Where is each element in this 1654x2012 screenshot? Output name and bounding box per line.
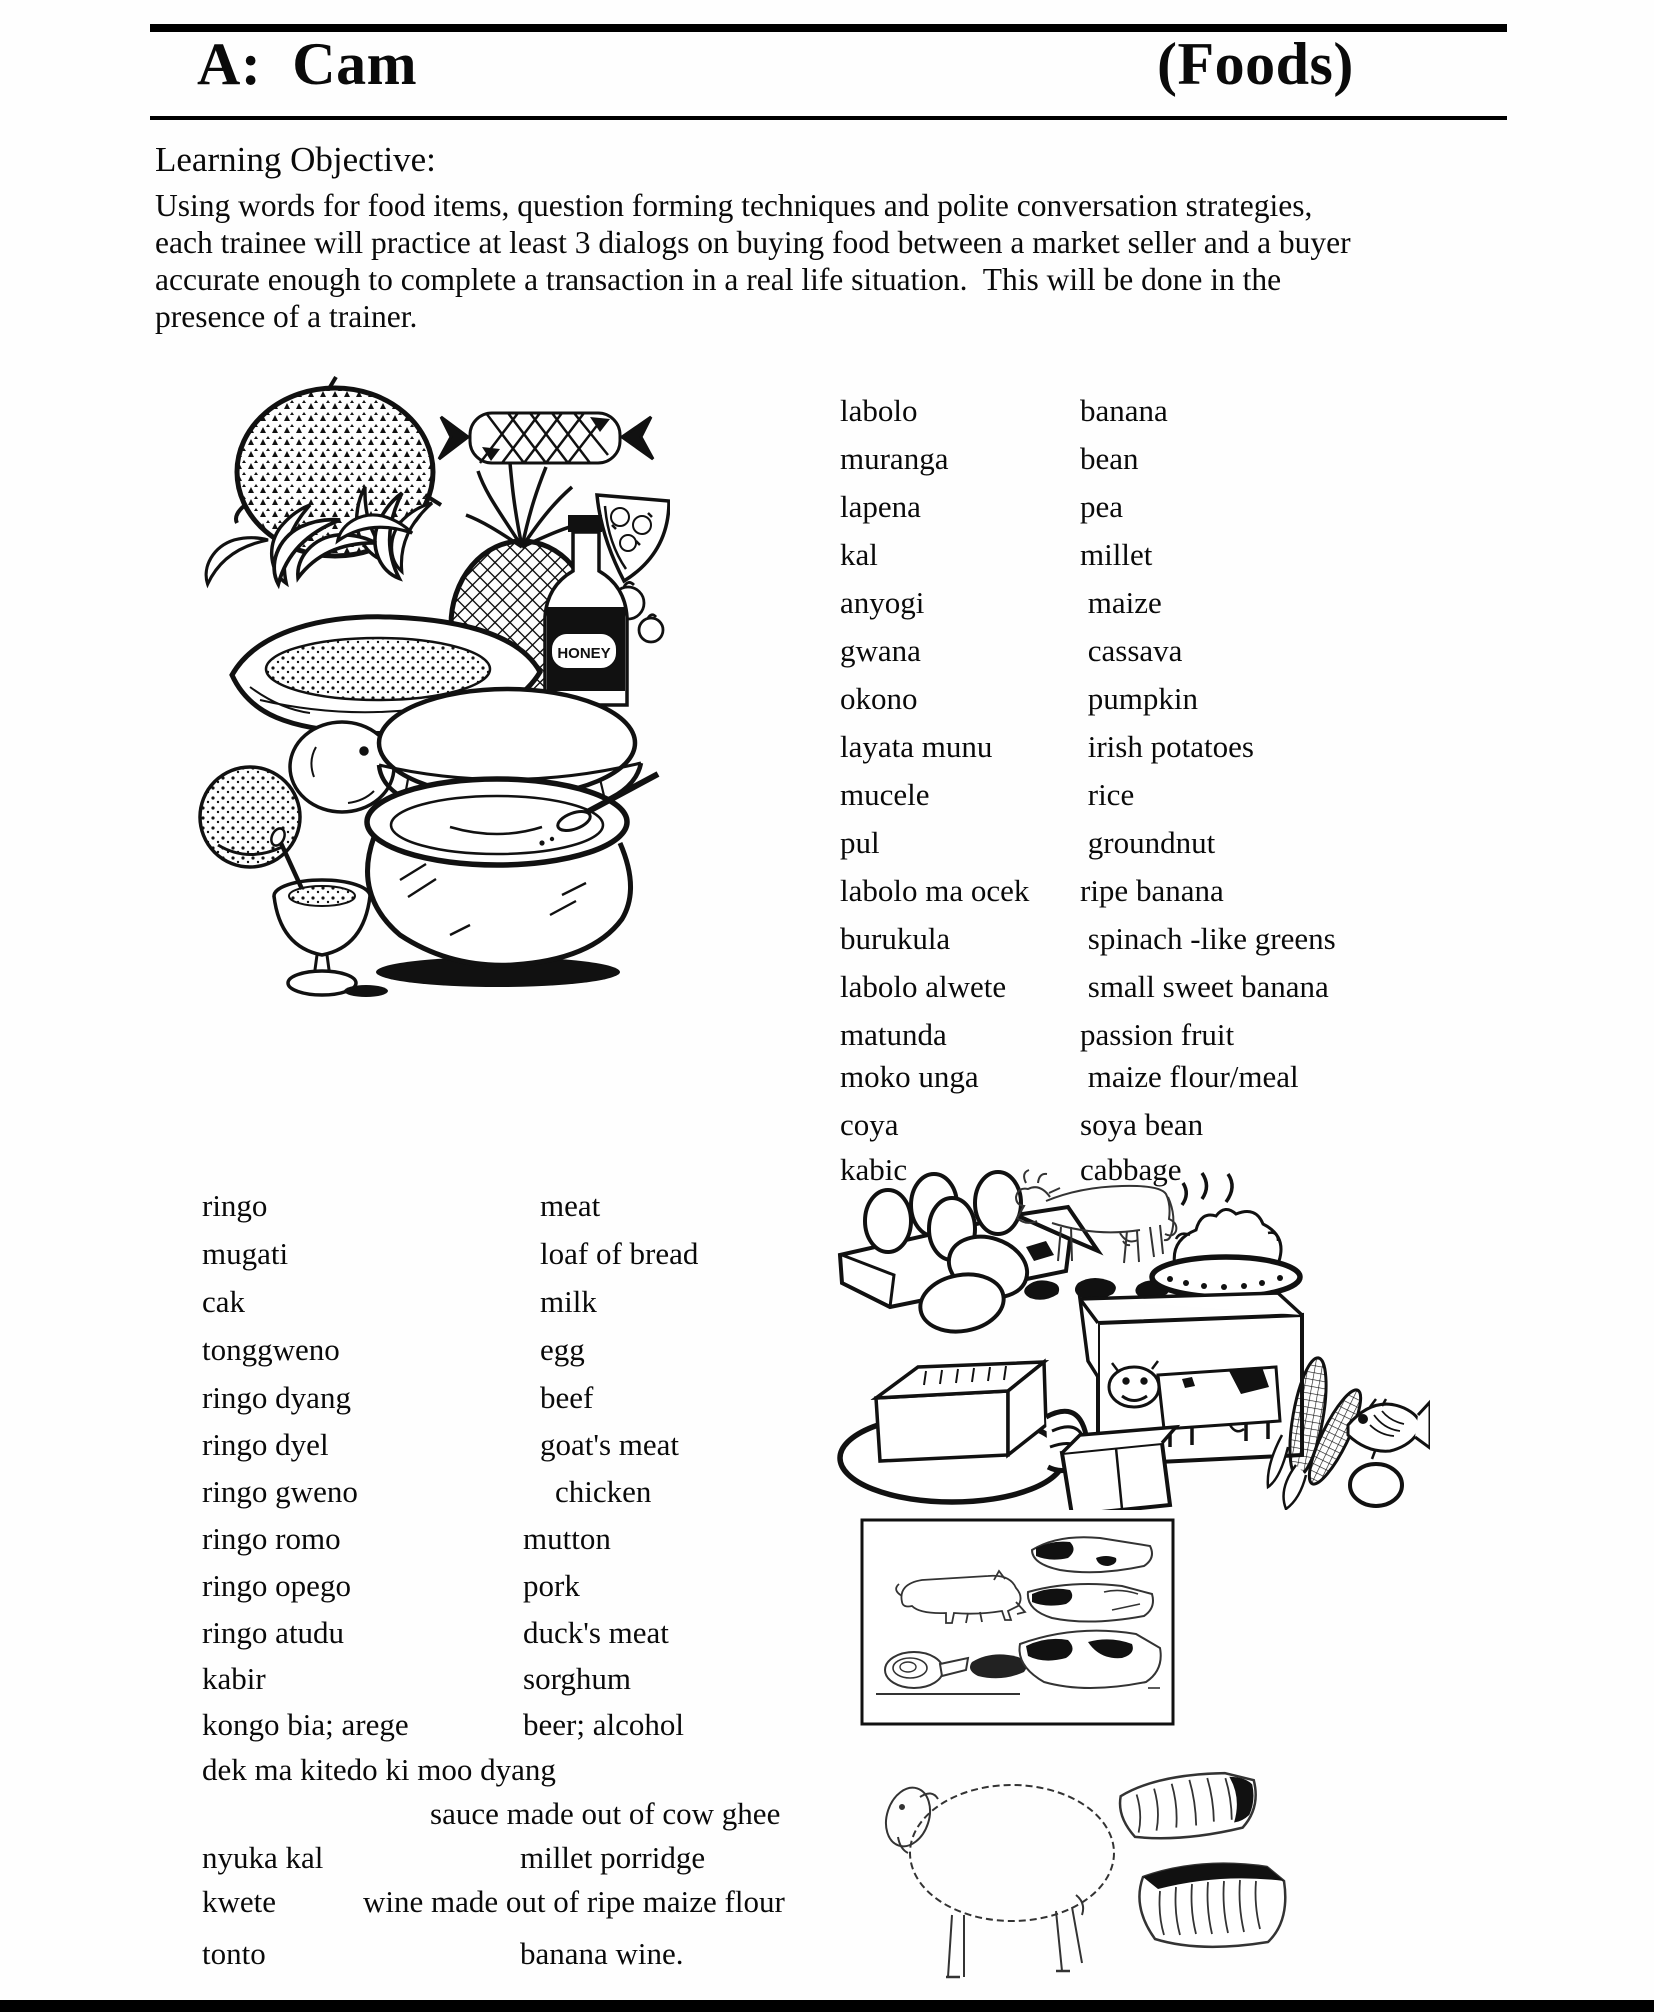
vocab-translation: rice: [1080, 777, 1135, 812]
vocab-translation: loaf of bread: [540, 1236, 699, 1271]
vocab-translation: maize: [1080, 585, 1162, 620]
vocab-translation: meat: [540, 1188, 601, 1223]
page-title: A: Cam: [197, 31, 418, 97]
vocab-term: pul: [840, 825, 880, 860]
objective-line: Using words for food items, question forming techniques and polite conversation strategies,: [155, 188, 1313, 223]
vocab-term: ringo dyang: [202, 1380, 351, 1415]
vocab-translation: mutton: [523, 1521, 611, 1556]
vocab-row: [202, 1236, 698, 1272]
vocab-term: kal: [840, 537, 878, 572]
vocab-term: coya: [840, 1107, 899, 1142]
vocab-translation: irish potatoes: [1080, 729, 1254, 764]
cooking-pot-icon: [367, 774, 658, 987]
vocab-row: [840, 489, 1123, 525]
vocab-translation: cabbage: [1080, 1152, 1182, 1187]
vocab-translation: beer; alcohol: [523, 1707, 684, 1742]
vocab-term: muranga: [840, 441, 949, 476]
vocab-row: [840, 585, 1162, 621]
vocab-translation: spinach -like greens: [1080, 921, 1336, 956]
vocab-term: ringo atudu: [202, 1615, 345, 1650]
vocab-term: ringo dyel: [202, 1427, 329, 1462]
vocab-translation: soya bean: [1080, 1107, 1204, 1142]
vocab-row: [840, 777, 1134, 813]
vocab-term: nyuka kal: [202, 1840, 324, 1875]
vocab-translation: wine made out of ripe maize flour: [363, 1884, 785, 1919]
vocab-term: ringo opego: [202, 1568, 351, 1603]
vocab-translation: millet porridge: [520, 1840, 706, 1875]
vocab-row: [840, 825, 1215, 861]
vocab-term: cak: [202, 1284, 246, 1319]
vocab-row: [202, 1615, 669, 1651]
vocab-translation: ripe banana: [1080, 873, 1224, 908]
vocab-row: [202, 1661, 631, 1697]
vocab-term: matunda: [840, 1017, 947, 1052]
milk-carton-icon: [1062, 1293, 1302, 1510]
vocab-translation: passion fruit: [1080, 1017, 1235, 1052]
mutton-ribs-icon: [1139, 1864, 1285, 1947]
objective-line: presence of a trainer.: [155, 299, 418, 334]
vocab-term: ringo gweno: [202, 1474, 358, 1509]
vocab-term: moko unga: [840, 1059, 979, 1094]
vocab-translation: goat's meat: [540, 1427, 680, 1462]
page-title-category: (Foods): [1157, 31, 1354, 97]
vocab-term: ringo romo: [202, 1521, 341, 1556]
vocab-row: [840, 873, 1224, 909]
vocab-term: kongo bia; arege: [202, 1707, 409, 1742]
vocab-term: tonto: [202, 1936, 266, 1971]
vocab-translation: chicken: [555, 1474, 652, 1509]
vocab-translation: beef: [540, 1380, 594, 1415]
vocab-term: tonggweno: [202, 1332, 340, 1367]
vocab-row: [840, 1059, 1299, 1095]
vocab-row: [202, 1188, 600, 1224]
vocab-row: [202, 1568, 580, 1604]
vocab-row: [202, 1474, 651, 1510]
melon-slice-icon: [597, 495, 669, 581]
cheese-block-icon: [840, 1362, 1087, 1502]
vocab-row: [202, 1521, 611, 1557]
vocab-term: okono: [840, 681, 918, 716]
vocab-row: [840, 633, 1182, 669]
vocab-term: gwana: [840, 633, 921, 668]
vocab-row: [840, 681, 1198, 717]
vocab-row: [840, 969, 1329, 1005]
vocab-row: [840, 1107, 1203, 1143]
honey-label: HONEY: [557, 645, 611, 662]
objective-line: accurate enough to complete a transaction in a real life situation. This will be done in the: [155, 262, 1282, 297]
meat-slab-icon: [1020, 1537, 1161, 1688]
vocab-term: mugati: [202, 1236, 289, 1271]
objective-line: each trainee will practice at least 3 dialogs on buying food between a market seller and a buyer: [155, 225, 1351, 260]
learning-objective-heading: Learning Objective:: [155, 140, 436, 179]
sheep-icon: [879, 1782, 1114, 1977]
vocab-translation: duck's meat: [523, 1615, 669, 1650]
vocab-translation: pumpkin: [1080, 681, 1198, 716]
vocab-term: ringo: [202, 1188, 268, 1223]
vocab-row: [202, 1380, 593, 1416]
vocab-translation: maize flour/meal: [1080, 1059, 1299, 1094]
mutton-bacon-icon: [1118, 1769, 1260, 1844]
vocab-row: [840, 393, 1168, 429]
vocab-row: [202, 1752, 556, 1788]
vocab-translation: sorghum: [523, 1661, 631, 1696]
vocab-translation: bean: [1080, 441, 1139, 476]
vocab-term: labolo ma ocek: [840, 873, 1030, 908]
vocab-row: [840, 441, 1139, 477]
sheep-meat-illustration: [860, 1745, 1420, 1995]
vocab-term: mucele: [840, 777, 930, 812]
food-montage-illustration: [150, 375, 670, 997]
vocab-translation: banana: [1080, 393, 1168, 428]
eggs-dairy-illustration: [830, 1155, 1430, 1510]
vocab-row: [202, 1427, 679, 1463]
vocab-row: [840, 1017, 1234, 1053]
vocab-translation: egg: [540, 1332, 585, 1367]
vocab-translation: sauce made out of cow ghee: [430, 1796, 781, 1831]
vocab-row: [430, 1796, 780, 1832]
vocab-translation: milk: [540, 1284, 597, 1319]
vocab-term: kabir: [202, 1661, 266, 1696]
vocab-term: labolo: [840, 393, 918, 428]
vocab-row: [202, 1707, 684, 1743]
vocab-term: labolo alwete: [840, 969, 1007, 1004]
vocab-term: dek ma kitedo ki moo dyang: [202, 1752, 556, 1787]
title-underline-rule: [150, 116, 1507, 120]
vocab-translation: pork: [523, 1568, 580, 1603]
vocab-row: [202, 1884, 785, 1920]
vocab-translation: pea: [1080, 489, 1124, 524]
vocab-translation: groundnut: [1080, 825, 1216, 860]
vocab-term: kabic: [840, 1152, 908, 1187]
vocab-row: [840, 537, 1152, 573]
vocab-row: [840, 729, 1254, 765]
wrapped-candy-icon: [439, 413, 653, 463]
vocab-translation: millet: [1080, 537, 1153, 572]
vocab-row: [202, 1332, 585, 1368]
vocab-row: [202, 1936, 684, 1972]
vocab-term: burukula: [840, 921, 951, 956]
vocab-row: [202, 1840, 705, 1876]
vocab-term: kwete: [202, 1884, 277, 1919]
vocab-term: anyogi: [840, 585, 925, 620]
bottom-rule: [0, 2000, 1654, 2012]
vocab-translation: banana wine.: [520, 1936, 684, 1971]
pig-meat-illustration: [860, 1518, 1175, 1726]
vocab-translation: small sweet banana: [1080, 969, 1329, 1004]
vocab-row: [840, 921, 1336, 957]
vocab-term: layata munu: [840, 729, 993, 764]
small-egg-icon: [1350, 1464, 1402, 1506]
vocab-row: [202, 1284, 597, 1320]
vocab-translation: cassava: [1080, 633, 1183, 668]
vocab-term: lapena: [840, 489, 921, 524]
